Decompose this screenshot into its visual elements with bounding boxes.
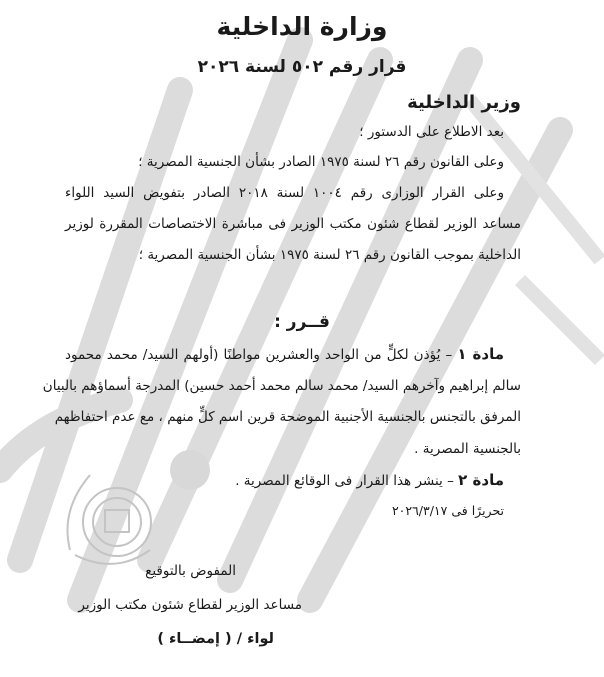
article-1-line-2: سالم إبراهيم وآخرهم السيد/ محمد سالم محمد أحمد حسين) المدرجة أسماؤهم بالبيان: [42, 378, 521, 394]
preamble-line-5: الداخلية بموجب القانون رقم ٢٦ لسنة ١٩٧٥ بشأن الجنسية المصرية ؛: [138, 247, 521, 263]
ministry-title: وزارة الداخلية: [216, 12, 388, 41]
article-2: [235, 471, 504, 489]
signature-authorized: المفوض بالتوقيع: [145, 563, 236, 579]
preamble-line-3: وعلى القرار الوزارى رقم ١٠٠٤ لسنة ٢٠١٨ الصادر بتفويض السيد اللواء: [65, 185, 504, 201]
preamble-line-4: مساعد الوزير لقطاع شئون مكتب الوزير فى مباشرة الاختصاصات المقررة لوزير: [65, 216, 521, 232]
article-1-line-1: [65, 345, 504, 363]
decided-heading: قــرر :: [274, 312, 330, 332]
issue-date: تحريرًا فى ٢٠٢٦/٣/١٧: [391, 503, 504, 518]
article-1-line-4: بالجنسية المصرية .: [414, 441, 521, 457]
preamble-line-2: وعلى القانون رقم ٢٦ لسنة ١٩٧٥ الصادر بشأن الجنسية المصرية ؛: [138, 154, 504, 170]
decree-number: قرار رقم ٥٠٢ لسنة ٢٠٢٦: [197, 57, 407, 77]
article-2-text: – ينشر هذا القرار فى الوقائع المصرية .: [235, 473, 454, 489]
article-1-text: – يُؤذن لكلٍّ من الواحد والعشرين مواطنًا (أولهم السيد/ محمد محمود: [65, 347, 453, 363]
article-1-line-3: المرفق بالتجنس بالجنسية الأجنبية الموضحة قرين اسم كلٍّ منهم ، مع عدم احتفاظهم: [54, 409, 521, 425]
issuer-heading: وزير الداخلية: [407, 92, 521, 113]
preamble-line-1: بعد الاطلاع على الدستور ؛: [359, 124, 504, 140]
signature-signed: لواء / ( إمضــاء ): [157, 631, 274, 647]
article-2-label: مادة ٢: [458, 471, 504, 489]
signature-position: مساعد الوزير لقطاع شئون مكتب الوزير: [78, 597, 302, 613]
article-1-label: مادة ١: [457, 345, 504, 363]
